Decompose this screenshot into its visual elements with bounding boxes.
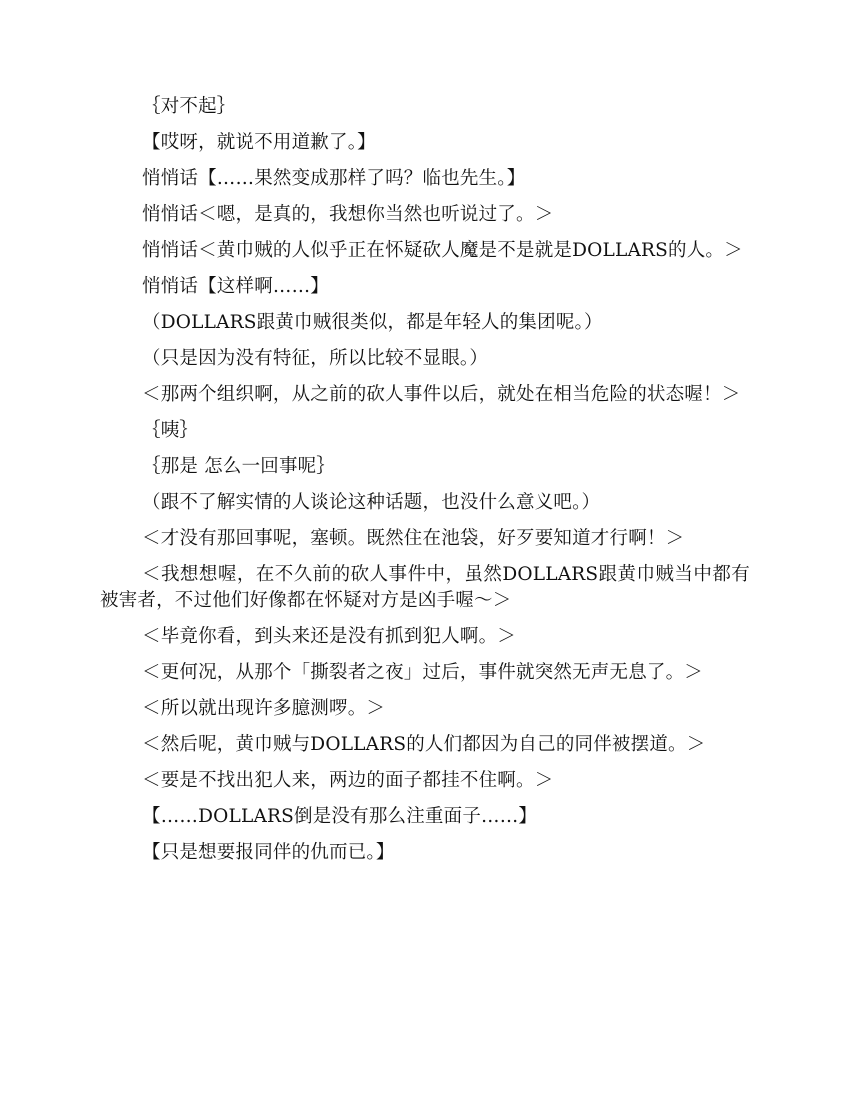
paragraph: ＜才没有那回事呢，塞顿。既然住在池袋，好歹要知道才行啊！＞ <box>142 528 685 549</box>
paragraph: 悄悄话【……果然变成那样了吗？临也先生。】 <box>142 168 526 189</box>
paragraph: （只是因为没有特征，所以比较不显眼。） <box>142 348 489 369</box>
paragraph: ＜更何况，从那个「撕裂者之夜」过后，事件就突然无声无息了。＞ <box>142 662 704 683</box>
paragraph: ＜我想想喔，在不久前的砍人事件中，虽然DOLLARS跟黄巾贼当中都有被害者，不过他们好像都在怀疑对方是凶手喔～＞ <box>100 564 750 611</box>
paragraph: ＜所以就出现许多臆测啰。＞ <box>142 698 386 719</box>
paragraph: ｛对不起｝ <box>142 96 236 117</box>
paragraph: 【只是想要报同伴的仇而已。】 <box>142 842 395 863</box>
paragraph: （DOLLARS跟黄巾贼很类似，都是年轻人的集团呢。） <box>142 312 603 333</box>
paragraph: 悄悄话＜黄巾贼的人似乎正在怀疑砍人魔是不是就是DOLLARS的人。＞ <box>142 240 743 261</box>
paragraph: ｛咦｝ <box>142 420 199 441</box>
paragraph: 悄悄话＜嗯，是真的，我想你当然也听说过了。＞ <box>142 204 554 225</box>
paragraph: ＜那两个组织啊，从之前的砍人事件以后，就处在相当危险的状态喔！＞ <box>142 384 741 405</box>
paragraph: （跟不了解实情的人谈论这种话题，也没什么意义吧。） <box>142 492 601 513</box>
paragraph: ＜然后呢，黄巾贼与DOLLARS的人们都因为自己的同伴被摆道。＞ <box>142 734 706 755</box>
paragraph: ｛那是 怎么一回事呢｝ <box>142 456 336 477</box>
paragraph: 悄悄话【这样啊……】 <box>142 276 330 297</box>
document-page <box>100 94 750 866</box>
paragraph: 【哎呀，就说不用道歉了。】 <box>142 132 376 153</box>
paragraph: ＜毕竟你看，到头来还是没有抓到犯人啊。＞ <box>142 626 517 647</box>
paragraph: 【……DOLLARS倒是没有那么注重面子……】 <box>142 806 538 827</box>
paragraph: ＜要是不找出犯人来，两边的面子都挂不住啊。＞ <box>142 770 554 791</box>
